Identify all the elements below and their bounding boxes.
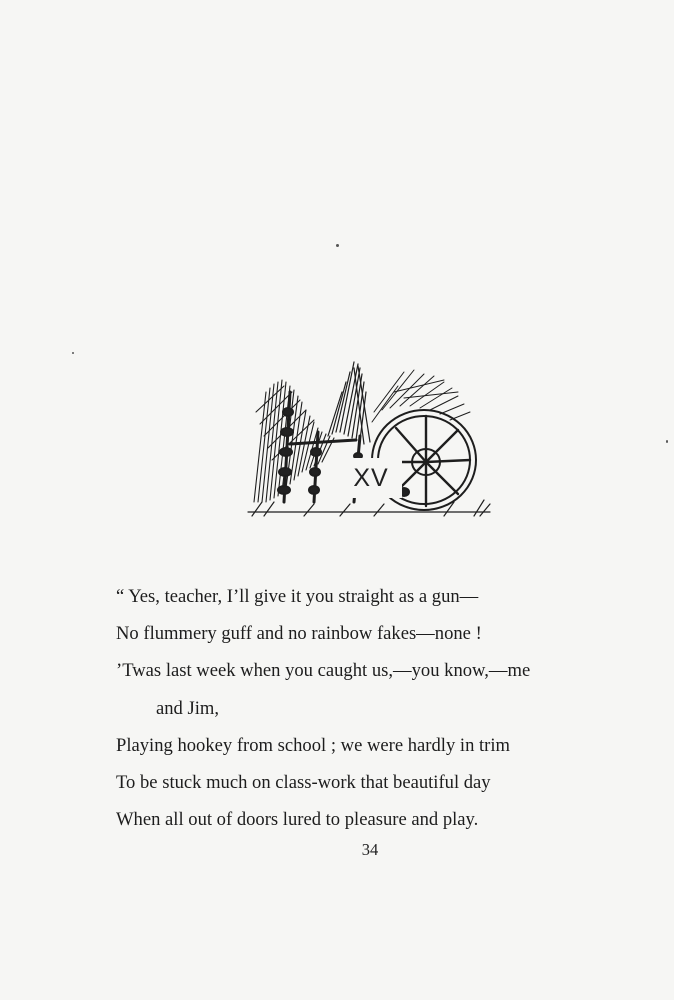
poem-line: Playing hookey from school ; we were hardly in trim: [116, 734, 511, 756]
chapter-numeral: XV: [340, 458, 402, 498]
poem-line: “ Yes, teacher, I’ll give it you straight as a gun—: [116, 586, 479, 607]
page-number: 34: [361, 840, 379, 859]
poem-line: No flummery guff and no rainbow fakes—none !: [116, 623, 482, 645]
poem-line-continuation: and Jim,: [156, 697, 220, 719]
poem-line: ’Twas last week when you caught us,—you know,—me: [116, 660, 531, 682]
paper-speck: [336, 244, 339, 247]
spinning-wheel-illustration: [244, 352, 494, 522]
poem-line: When all out of doors lured to pleasure and play.: [116, 809, 479, 831]
poem-stanza: [116, 578, 656, 838]
poem-line: To be stuck much on class-work that beautiful day: [116, 771, 491, 793]
paper-speck: [72, 352, 74, 354]
paper-speck: [666, 440, 668, 443]
